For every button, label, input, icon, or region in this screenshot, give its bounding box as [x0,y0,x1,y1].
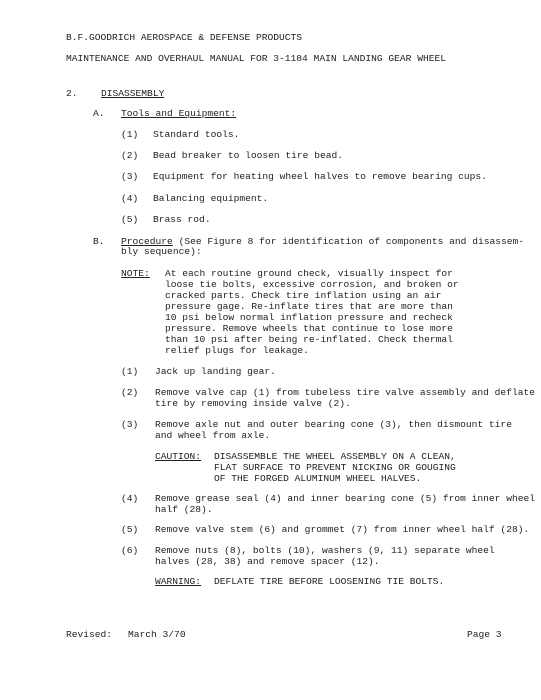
note-line: cracked parts. Check tire inflation using an air [165,290,442,301]
tool-text: Balancing equipment. [153,193,269,204]
tool-text: Bead breaker to loosen tire bead. [153,150,343,161]
tools-letter: A. [93,108,105,119]
procedure-title: Procedure [121,236,173,247]
step-num: (2) [121,387,139,398]
tool-text: Brass rod. [153,214,211,225]
caution-label: CAUTION: [155,451,202,462]
manual-title: MAINTENANCE AND OVERHAUL MANUAL FOR 3-1184 MAIN LANDING GEAR WHEEL [66,53,446,64]
revised-date: March 3/70 [128,629,186,640]
step-line: half (28). [155,504,213,515]
section-number: 2. [66,88,78,99]
warning-label: WARNING: [155,576,202,587]
caution-line: DISASSEMBLE THE WHEEL ASSEMBLY ON A CLEAN, [214,451,456,462]
note-line: relief plugs for leakage. [165,345,309,356]
tools-title: Tools and Equipment: [121,108,237,119]
caution-line: OF THE FORGED ALUMINUM WHEEL HALVES. [214,473,422,484]
step-line: halves (28, 38) and remove spacer (12). [155,556,380,567]
section-title: DISASSEMBLY [101,88,165,99]
note-line: 10 psi below normal inflation pressure and recheck [165,312,453,323]
step-num: (6) [121,545,139,556]
note-label: NOTE: [121,268,150,279]
note-line: pressure gage. Re-inflate tires that are more than [165,301,453,312]
step-line: and wheel from axle. [155,430,271,441]
procedure-letter: B. [93,236,105,247]
step-line: Remove valve cap (1) from tubeless tire valve assembly and deflate [155,387,535,398]
step-num: (5) [121,524,139,535]
step-line: tire by removing inside valve (2). [155,398,351,409]
tool-num: (5) [121,214,139,225]
page-number: Page 3 [467,629,502,640]
step-num: (3) [121,419,139,430]
step-line: Remove nuts (8), bolts (10), washers (9, 11) separate wheel [155,545,495,556]
note-line: pressure. Remove wheels that continue to lose more [165,323,453,334]
note-line: At each routine ground check, visually inspect for [165,268,453,279]
tool-num: (2) [121,150,139,161]
step-line: Remove valve stem (6) and grommet (7) from inner wheel half (28). [155,524,530,535]
note-line: than 10 psi after being re-inflated. Check thermal [165,334,453,345]
tool-num: (1) [121,129,139,140]
company-header: B.F.GOODRICH AEROSPACE & DEFENSE PRODUCTS [66,32,303,43]
tool-text: Standard tools. [153,129,240,140]
step-line: Jack up landing gear. [155,366,276,377]
tool-text: Equipment for heating wheel halves to remove bearing cups. [153,171,487,182]
revised-label: Revised: [66,629,113,640]
warning-text: DEFLATE TIRE BEFORE LOOSENING TIE BOLTS. [214,576,445,587]
caution-line: FLAT SURFACE TO PREVENT NICKING OR GOUGING [214,462,456,473]
procedure-title-rest: (See Figure 8 for identification of components and disassem- [172,236,525,247]
step-num: (1) [121,366,139,377]
step-line: Remove axle nut and outer bearing cone (3), then dismount tire [155,419,512,430]
step-num: (4) [121,493,139,504]
procedure-heading-line2: bly sequence): [121,246,202,257]
tool-num: (4) [121,193,139,204]
tool-num: (3) [121,171,139,182]
note-line: loose tie bolts, excessive corrosion, and broken or [165,279,459,290]
step-line: Remove grease seal (4) and inner bearing cone (5) from inner wheel [155,493,535,504]
